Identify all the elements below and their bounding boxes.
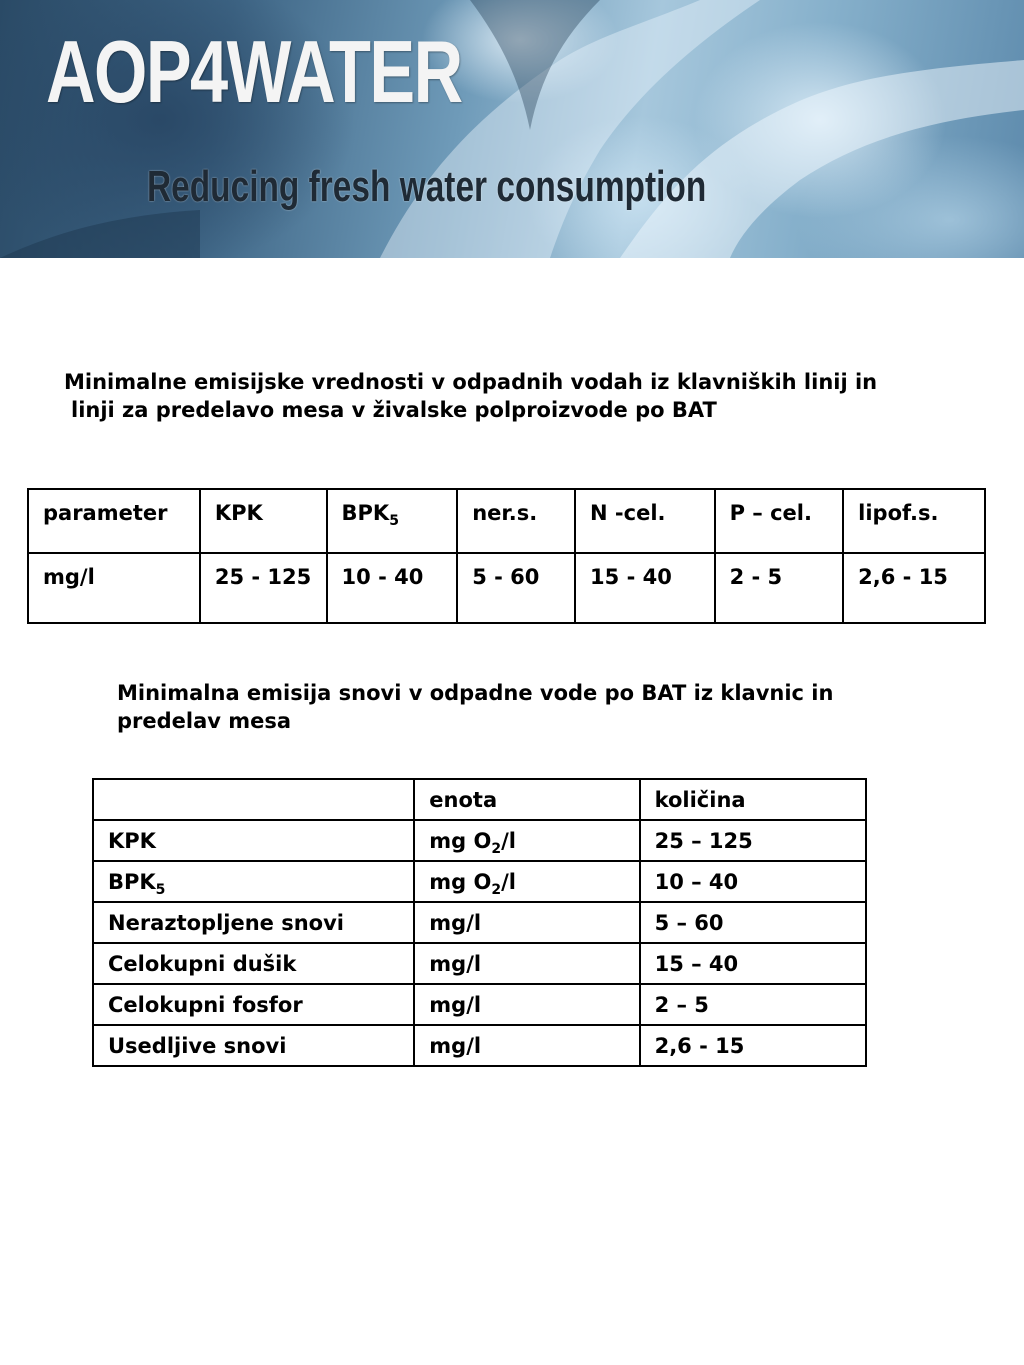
header-cell	[327, 489, 458, 553]
row-name-text: BPK	[108, 870, 156, 894]
section1-title-line1: Minimalne emisijske vrednosti v odpadnih vodah iz klavniških linij in	[64, 370, 878, 394]
table-row	[93, 861, 866, 902]
table-cell: mg/l	[28, 553, 200, 623]
row-unit: mg/l	[414, 1025, 639, 1066]
row-amount: 2,6 - 15	[640, 1025, 866, 1066]
row-unit	[414, 861, 639, 902]
table-row	[93, 902, 866, 943]
row-name: Celokupni dušik	[93, 943, 414, 984]
subscript: 5	[389, 513, 399, 529]
table-cell: 15 - 40	[575, 553, 715, 623]
row-name: Usedljive snovi	[93, 1025, 414, 1066]
table-row	[93, 984, 866, 1025]
table-row	[28, 553, 985, 623]
subscript: 2	[491, 882, 502, 898]
header-cell: ner.s.	[457, 489, 575, 553]
header-cell: P – cel.	[715, 489, 844, 553]
table-cell: 5 - 60	[457, 553, 575, 623]
row-name: KPK	[93, 820, 414, 861]
unit-text: mg O	[429, 870, 492, 894]
table-cell: 25 - 125	[200, 553, 327, 623]
section2-title: Minimalna emisija snovi v odpadne vode po BAT iz klavnic in predelav mesa	[117, 681, 834, 733]
table-row	[93, 943, 866, 984]
row-name	[93, 861, 414, 902]
minimum-emission-table	[92, 778, 867, 1067]
unit-text: /l	[501, 870, 516, 894]
row-name: Neraztopljene snovi	[93, 902, 414, 943]
row-amount: 2 – 5	[640, 984, 866, 1025]
row-amount: 15 – 40	[640, 943, 866, 984]
banner-tagline: Reducing fresh water consumption	[147, 162, 707, 211]
brand-logo-text: AOP4WATER	[46, 22, 462, 121]
header-cell-amount: količina	[640, 779, 866, 820]
header-cell: parameter	[28, 489, 200, 553]
row-name: Celokupni fosfor	[93, 984, 414, 1025]
row-unit: mg/l	[414, 902, 639, 943]
subscript: 2	[491, 841, 502, 857]
table-cell: 10 - 40	[327, 553, 458, 623]
subscript: 5	[155, 882, 166, 898]
table-cell: 2 - 5	[715, 553, 844, 623]
header-cell: lipof.s.	[843, 489, 985, 553]
row-unit: mg/l	[414, 943, 639, 984]
row-amount: 25 – 125	[640, 820, 866, 861]
table-header-row	[93, 779, 866, 820]
section1-title	[64, 368, 964, 424]
row-amount: 5 – 60	[640, 902, 866, 943]
header-cell-unit: enota	[414, 779, 639, 820]
unit-text: mg O	[429, 829, 492, 853]
section1-title-line2: linji za predelavo mesa v živalske polproizvode po BAT	[71, 398, 717, 422]
table-row	[93, 820, 866, 861]
header-cell: N -cel.	[575, 489, 715, 553]
emission-values-table	[27, 488, 986, 624]
row-unit: mg/l	[414, 984, 639, 1025]
header-banner	[0, 0, 1024, 258]
header-cell-text: BPK	[341, 501, 390, 525]
table-cell: 2,6 - 15	[843, 553, 985, 623]
row-unit	[414, 820, 639, 861]
table-row	[93, 1025, 866, 1066]
table-header-row	[28, 489, 985, 553]
unit-text: /l	[501, 829, 516, 853]
row-amount: 10 – 40	[640, 861, 866, 902]
header-cell: KPK	[200, 489, 327, 553]
header-cell-blank	[93, 779, 414, 820]
